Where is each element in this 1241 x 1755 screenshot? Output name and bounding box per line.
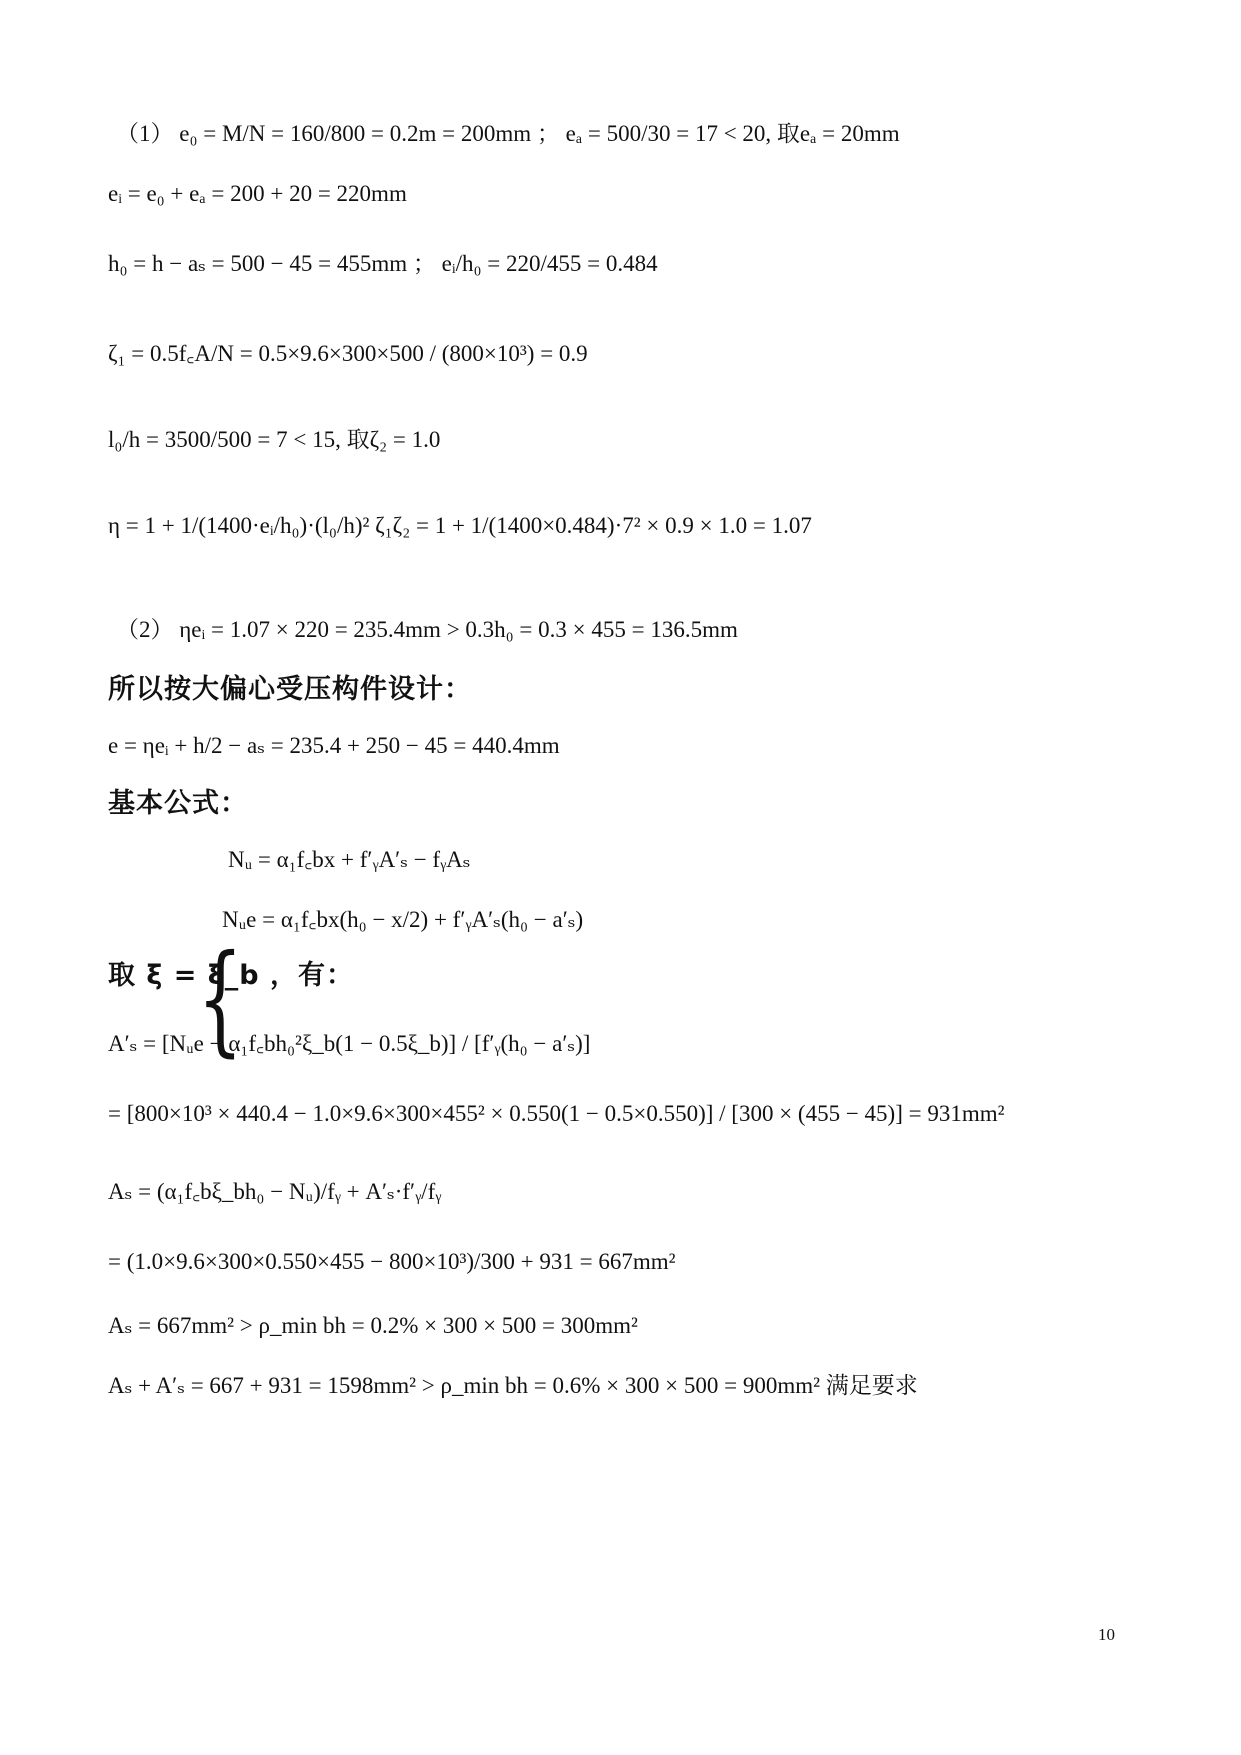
eq-line-1: （1） e₀ = M/N = 160/800 = 0.2m = 200mm ； eₐ = 500/30 = 17 < 20, 取eₐ = 20mm	[116, 121, 900, 146]
eq-line-9: e = ηeᵢ + h/2 − aₛ = 235.4 + 250 − 45 = 440.4mm	[108, 733, 560, 758]
eq-line-11: Nᵤ = α₁f꜀bx + f′ᵧA′ₛ − fᵧAₛ	[228, 847, 471, 872]
eq-line-18: Aₛ = 667mm² > ρ_min bh = 0.2% × 300 × 500 = 300mm²	[108, 1313, 638, 1338]
eq-line-6: η = 1 + 1/(1400·eᵢ/h₀)·(l₀/h)² ζ₁ζ₂ = 1 + 1/(1400×0.484)·7² × 0.9 × 1.0 = 1.07	[108, 513, 812, 538]
eq-line-2: eᵢ = e₀ + eₐ = 200 + 20 = 220mm	[108, 181, 407, 206]
eq-line-17: = (1.0×9.6×300×0.550×455 − 800×10³)/300 + 931 = 667mm²	[108, 1249, 676, 1274]
page-number: 10	[1098, 1625, 1115, 1644]
eq-line-19: Aₛ + A′ₛ = 667 + 931 = 1598mm² > ρ_min bh = 0.6% × 300 × 500 = 900mm² 满足要求	[108, 1373, 918, 1398]
eq-line-5: l₀/h = 3500/500 = 7 < 15, 取ζ₂ = 1.0	[108, 427, 441, 452]
eq-line-15: = [800×10³ × 440.4 − 1.0×9.6×300×455² × 0.550(1 − 0.5×0.550)] / [300 × (455 − 45)] = 931mm²	[108, 1101, 1005, 1126]
brace-symbol: {	[197, 930, 244, 1069]
eq-line-3: h₀ = h − aₛ = 500 − 45 = 455mm ； eᵢ/h₀ = 220/455 = 0.484	[108, 251, 658, 276]
eq-line-14: A′ₛ = [Nᵤe − α₁f꜀bh₀²ξ_b(1 − 0.5ξ_b)] / [f′ᵧ(h₀ − a′ₛ)]	[108, 1031, 591, 1056]
heading-basic-formula: 基本公式：	[108, 788, 248, 819]
eq-line-4: ζ₁ = 0.5f꜀A/N = 0.5×9.6×300×500 / (800×10³) = 0.9	[108, 341, 588, 366]
heading-take-xi: 取 ξ = ξ_b ，有：	[108, 960, 354, 991]
eq-line-7: （2） ηeᵢ = 1.07 × 220 = 235.4mm > 0.3h₀ = 0.3 × 455 = 136.5mm	[116, 617, 738, 642]
heading-design-type: 所以按大偏心受压构件设计：	[108, 674, 472, 705]
eq-line-16: Aₛ = (α₁f꜀bξ_bh₀ − Nᵤ)/fᵧ + A′ₛ·f′ᵧ/fᵧ	[108, 1179, 442, 1204]
eq-line-12: Nᵤe = α₁f꜀bx(h₀ − x/2) + f′ᵧA′ₛ(h₀ − a′ₛ)	[222, 907, 584, 932]
